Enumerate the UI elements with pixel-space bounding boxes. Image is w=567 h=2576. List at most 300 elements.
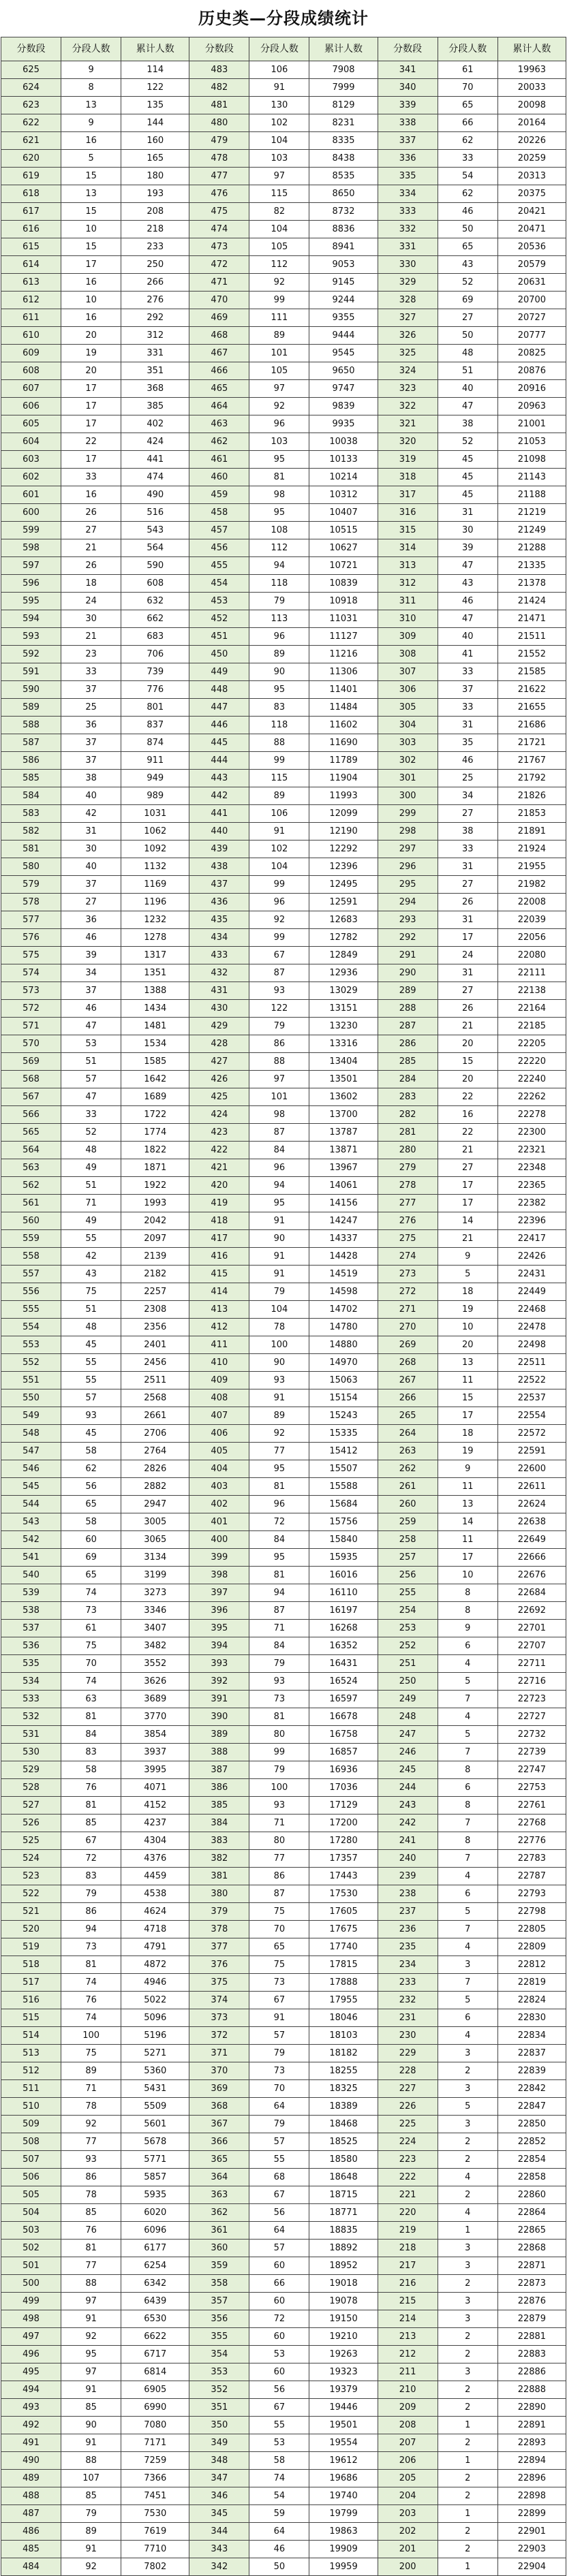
cumulative-cell: 6905: [121, 2381, 189, 2399]
score-cell: 363: [189, 2186, 249, 2204]
cumulative-cell: 3937: [121, 1744, 189, 1761]
score-cell: 605: [1, 415, 61, 433]
table-row: [1, 1708, 566, 1726]
score-cell: 208: [378, 2417, 438, 2434]
count-cell: 81: [249, 469, 309, 486]
score-cell: 278: [378, 1177, 438, 1195]
table-row: [1, 1266, 566, 1283]
cumulative-cell: 22890: [497, 2399, 566, 2417]
score-cell: 497: [1, 2328, 61, 2346]
cumulative-cell: 21924: [497, 841, 566, 858]
cumulative-cell: 17357: [309, 1850, 378, 1868]
cumulative-cell: 20164: [497, 114, 566, 132]
count-cell: 86: [61, 1903, 121, 1921]
count-cell: 58: [249, 2452, 309, 2470]
table-row: [1, 2169, 566, 2186]
count-cell: 42: [61, 1248, 121, 1266]
table-row: [1, 203, 566, 221]
score-cell: 307: [378, 663, 438, 681]
table-row: [1, 1195, 566, 1212]
count-cell: 15: [61, 238, 121, 256]
score-cell: 247: [378, 1726, 438, 1744]
table-row: [1, 522, 566, 539]
count-cell: 23: [61, 646, 121, 663]
score-cell: 249: [378, 1691, 438, 1708]
cumulative-cell: 2511: [121, 1372, 189, 1389]
cumulative-cell: 18715: [309, 2186, 378, 2204]
cumulative-cell: 15507: [309, 1460, 378, 1478]
cumulative-cell: 20471: [497, 221, 566, 238]
score-cell: 203: [378, 2505, 438, 2523]
cumulative-cell: 15063: [309, 1372, 378, 1389]
score-cell: 540: [1, 1567, 61, 1584]
score-cell: 374: [189, 1992, 249, 2009]
cumulative-cell: 5360: [121, 2062, 189, 2080]
count-cell: 97: [249, 1071, 309, 1088]
score-cell: 479: [189, 132, 249, 150]
score-cell: 321: [378, 415, 438, 433]
count-cell: 89: [61, 2062, 121, 2080]
count-cell: 20: [438, 1035, 497, 1053]
score-cell: 431: [189, 982, 249, 1000]
cumulative-cell: 1132: [121, 858, 189, 876]
cumulative-cell: 22858: [497, 2169, 566, 2186]
cumulative-cell: 22185: [497, 1018, 566, 1035]
score-cell: 611: [1, 309, 61, 327]
cumulative-cell: 20963: [497, 398, 566, 415]
count-cell: 91: [61, 2381, 121, 2399]
cumulative-cell: 21288: [497, 539, 566, 557]
cumulative-cell: 2097: [121, 1230, 189, 1248]
score-cell: 257: [378, 1549, 438, 1567]
score-cell: 420: [189, 1177, 249, 1195]
table-row: [1, 1283, 566, 1301]
count-cell: 49: [61, 1212, 121, 1230]
table-row: [1, 398, 566, 415]
count-cell: 16: [61, 132, 121, 150]
cumulative-cell: 1388: [121, 982, 189, 1000]
count-cell: 4: [438, 1938, 497, 1956]
cumulative-cell: 233: [121, 238, 189, 256]
count-cell: 3: [438, 2310, 497, 2328]
cumulative-cell: 22761: [497, 1797, 566, 1815]
count-cell: 45: [438, 451, 497, 469]
cumulative-cell: 13501: [309, 1071, 378, 1088]
score-cell: 352: [189, 2381, 249, 2399]
count-cell: 60: [249, 2257, 309, 2275]
score-cell: 448: [189, 681, 249, 699]
cumulative-cell: 2139: [121, 1248, 189, 1266]
cumulative-cell: 1689: [121, 1088, 189, 1106]
score-cell: 615: [1, 238, 61, 256]
count-cell: 105: [249, 362, 309, 380]
cumulative-cell: 22707: [497, 1637, 566, 1655]
cumulative-cell: 22692: [497, 1602, 566, 1620]
table-row: [1, 876, 566, 894]
table-row: [1, 1407, 566, 1425]
count-cell: 74: [61, 2009, 121, 2027]
cumulative-cell: 17443: [309, 1868, 378, 1885]
cumulative-cell: 10918: [309, 593, 378, 610]
score-cell: 217: [378, 2257, 438, 2275]
score-cell: 534: [1, 1673, 61, 1691]
cumulative-cell: 5601: [121, 2116, 189, 2133]
score-cell: 536: [1, 1637, 61, 1655]
cumulative-cell: 3346: [121, 1602, 189, 1620]
cumulative-cell: 312: [121, 327, 189, 345]
cumulative-cell: 22449: [497, 1283, 566, 1301]
table-row: [1, 504, 566, 522]
cumulative-cell: 6342: [121, 2275, 189, 2293]
cumulative-cell: 20536: [497, 238, 566, 256]
score-cell: 581: [1, 841, 61, 858]
table-row: [1, 1584, 566, 1602]
score-cell: 506: [1, 2169, 61, 2186]
count-cell: 92: [61, 2558, 121, 2576]
score-cell: 471: [189, 274, 249, 292]
cumulative-cell: 144: [121, 114, 189, 132]
count-cell: 4: [438, 2027, 497, 2045]
cumulative-cell: 18892: [309, 2240, 378, 2257]
score-cell: 564: [1, 1142, 61, 1159]
cumulative-cell: 180: [121, 168, 189, 185]
score-cell: 276: [378, 1212, 438, 1230]
table-row: [1, 415, 566, 433]
count-cell: 71: [249, 1815, 309, 1832]
cumulative-cell: 9145: [309, 274, 378, 292]
count-cell: 104: [249, 858, 309, 876]
score-cell: 480: [189, 114, 249, 132]
score-cell: 354: [189, 2346, 249, 2363]
table-row: [1, 787, 566, 805]
score-cell: 603: [1, 451, 61, 469]
table-row: [1, 1035, 566, 1053]
table-row: [1, 1230, 566, 1248]
count-cell: 57: [249, 2027, 309, 2045]
score-cell: 524: [1, 1850, 61, 1868]
score-cell: 600: [1, 504, 61, 522]
count-cell: 97: [249, 168, 309, 185]
score-cell: 245: [378, 1761, 438, 1779]
table-row: [1, 1602, 566, 1620]
cumulative-cell: 8438: [309, 150, 378, 168]
score-cell: 549: [1, 1407, 61, 1425]
count-cell: 93: [61, 2151, 121, 2169]
cumulative-cell: 10627: [309, 539, 378, 557]
cumulative-cell: 1822: [121, 1142, 189, 1159]
count-cell: 47: [438, 557, 497, 575]
score-cell: 200: [378, 2558, 438, 2576]
cumulative-cell: 9935: [309, 415, 378, 433]
cumulative-cell: 292: [121, 309, 189, 327]
score-cell: 575: [1, 947, 61, 964]
count-cell: 58: [61, 1443, 121, 1460]
count-cell: 50: [249, 2558, 309, 2576]
score-cell: 609: [1, 345, 61, 362]
cumulative-cell: 424: [121, 433, 189, 451]
count-cell: 15: [61, 168, 121, 185]
score-cell: 230: [378, 2027, 438, 2045]
count-cell: 16: [61, 486, 121, 504]
cumulative-cell: 22898: [497, 2487, 566, 2505]
score-cell: 367: [189, 2116, 249, 2133]
count-cell: 89: [249, 646, 309, 663]
cumulative-cell: 17280: [309, 1832, 378, 1850]
score-cell: 298: [378, 823, 438, 841]
table-row: [1, 2381, 566, 2399]
cumulative-cell: 13700: [309, 1106, 378, 1124]
score-cell: 558: [1, 1248, 61, 1266]
count-cell: 113: [249, 610, 309, 628]
cumulative-cell: 17955: [309, 1992, 378, 2009]
count-cell: 74: [61, 1584, 121, 1602]
cumulative-cell: 22382: [497, 1195, 566, 1212]
count-cell: 17: [61, 380, 121, 398]
score-cell: 399: [189, 1549, 249, 1567]
score-cell: 323: [378, 380, 438, 398]
table-row: [1, 1124, 566, 1142]
cumulative-cell: 22904: [497, 2558, 566, 2576]
count-cell: 64: [249, 2098, 309, 2116]
count-cell: 77: [249, 1443, 309, 1460]
score-cell: 490: [1, 2452, 61, 2470]
score-cell: 426: [189, 1071, 249, 1088]
table-row: [1, 2116, 566, 2133]
cumulative-cell: 19379: [309, 2381, 378, 2399]
count-cell: 42: [61, 805, 121, 823]
score-cell: 294: [378, 894, 438, 911]
cumulative-cell: 441: [121, 451, 189, 469]
score-cell: 216: [378, 2275, 438, 2293]
cumulative-cell: 5096: [121, 2009, 189, 2027]
count-cell: 27: [438, 805, 497, 823]
count-cell: 76: [61, 1992, 121, 2009]
cumulative-cell: 2356: [121, 1319, 189, 1336]
score-cell: 567: [1, 1088, 61, 1106]
cumulative-cell: 3273: [121, 1584, 189, 1602]
score-cell: 231: [378, 2009, 438, 2027]
count-cell: 5: [61, 150, 121, 168]
score-cell: 379: [189, 1903, 249, 1921]
score-cell: 489: [1, 2470, 61, 2487]
count-cell: 55: [61, 1230, 121, 1248]
count-cell: 89: [61, 2523, 121, 2541]
table-row: [1, 274, 566, 292]
count-cell: 91: [249, 1248, 309, 1266]
count-cell: 94: [249, 1584, 309, 1602]
table-row: [1, 539, 566, 557]
cumulative-cell: 474: [121, 469, 189, 486]
score-cell: 498: [1, 2310, 61, 2328]
table-row: [1, 1000, 566, 1018]
count-cell: 8: [438, 1602, 497, 1620]
score-cell: 432: [189, 964, 249, 982]
cumulative-cell: 2308: [121, 1301, 189, 1319]
score-cell: 561: [1, 1195, 61, 1212]
cumulative-cell: 874: [121, 734, 189, 752]
cumulative-cell: 3995: [121, 1761, 189, 1779]
count-cell: 7: [438, 1921, 497, 1938]
score-cell: 477: [189, 168, 249, 185]
table-row: [1, 2558, 566, 2576]
score-cell: 486: [1, 2523, 61, 2541]
count-cell: 33: [61, 1106, 121, 1124]
count-cell: 130: [249, 97, 309, 114]
table-row: [1, 681, 566, 699]
score-cell: 417: [189, 1230, 249, 1248]
cumulative-cell: 22873: [497, 2275, 566, 2293]
score-cell: 232: [378, 1992, 438, 2009]
count-cell: 9: [438, 1620, 497, 1637]
score-cell: 597: [1, 557, 61, 575]
cumulative-cell: 22852: [497, 2133, 566, 2151]
score-cell: 592: [1, 646, 61, 663]
count-cell: 40: [61, 787, 121, 805]
cumulative-cell: 22348: [497, 1159, 566, 1177]
count-cell: 106: [249, 61, 309, 79]
score-cell: 391: [189, 1691, 249, 1708]
cumulative-cell: 276: [121, 292, 189, 309]
score-cell: 240: [378, 1850, 438, 1868]
count-cell: 10: [438, 1567, 497, 1584]
score-cell: 616: [1, 221, 61, 238]
table-row: [1, 1301, 566, 1319]
score-cell: 604: [1, 433, 61, 451]
cumulative-cell: 22776: [497, 1832, 566, 1850]
cumulative-cell: 21424: [497, 593, 566, 610]
cumulative-cell: 22903: [497, 2541, 566, 2558]
count-cell: 65: [249, 1938, 309, 1956]
cumulative-cell: 4376: [121, 1850, 189, 1868]
cumulative-cell: 8732: [309, 203, 378, 221]
cumulative-cell: 662: [121, 610, 189, 628]
cumulative-cell: 22723: [497, 1691, 566, 1708]
table-row: [1, 380, 566, 398]
score-cell: 297: [378, 841, 438, 858]
count-cell: 46: [61, 929, 121, 947]
score-cell: 345: [189, 2505, 249, 2523]
count-cell: 105: [249, 238, 309, 256]
score-cell: 204: [378, 2487, 438, 2505]
cumulative-cell: 1642: [121, 1071, 189, 1088]
score-cell: 328: [378, 292, 438, 309]
count-cell: 17: [438, 929, 497, 947]
score-cell: 539: [1, 1584, 61, 1602]
table-row: [1, 1620, 566, 1637]
score-cell: 434: [189, 929, 249, 947]
cumulative-cell: 17675: [309, 1921, 378, 1938]
score-cell: 579: [1, 876, 61, 894]
score-cell: 243: [378, 1797, 438, 1815]
table-row: [1, 1425, 566, 1443]
score-cell: 580: [1, 858, 61, 876]
cumulative-cell: 4624: [121, 1903, 189, 1921]
table-row: [1, 256, 566, 274]
count-cell: 6: [438, 1779, 497, 1797]
count-cell: 87: [249, 1602, 309, 1620]
table-row: [1, 894, 566, 911]
score-cell: 306: [378, 681, 438, 699]
cumulative-cell: 6990: [121, 2399, 189, 2417]
count-cell: 82: [249, 203, 309, 221]
score-cell: 219: [378, 2222, 438, 2240]
cumulative-cell: 18103: [309, 2027, 378, 2045]
cumulative-cell: 1232: [121, 911, 189, 929]
count-cell: 95: [249, 1195, 309, 1212]
cumulative-cell: 1722: [121, 1106, 189, 1124]
score-cell: 590: [1, 681, 61, 699]
score-cell: 359: [189, 2257, 249, 2275]
table-row: [1, 1106, 566, 1124]
cumulative-cell: 9839: [309, 398, 378, 415]
count-cell: 67: [249, 2186, 309, 2204]
table-row: [1, 2452, 566, 2470]
score-cell: 270: [378, 1319, 438, 1336]
score-cell: 623: [1, 97, 61, 114]
cumulative-cell: 1871: [121, 1159, 189, 1177]
cumulative-cell: 22611: [497, 1478, 566, 1496]
cumulative-cell: 19863: [309, 2523, 378, 2541]
score-cell: 496: [1, 2346, 61, 2363]
score-cell: 246: [378, 1744, 438, 1761]
table-row: [1, 292, 566, 309]
score-cell: 550: [1, 1389, 61, 1407]
count-cell: 103: [249, 433, 309, 451]
count-cell: 45: [438, 469, 497, 486]
count-cell: 83: [249, 699, 309, 717]
cumulative-cell: 10312: [309, 486, 378, 504]
cumulative-cell: 12292: [309, 841, 378, 858]
table-row: [1, 2399, 566, 2417]
score-cell: 437: [189, 876, 249, 894]
cumulative-cell: 13029: [309, 982, 378, 1000]
cumulative-cell: 19963: [497, 61, 566, 79]
score-cell: 401: [189, 1513, 249, 1531]
cumulative-cell: 6096: [121, 2222, 189, 2240]
cumulative-cell: 208: [121, 203, 189, 221]
score-cell: 218: [378, 2240, 438, 2257]
cumulative-cell: 19210: [309, 2328, 378, 2346]
cumulative-cell: 21853: [497, 805, 566, 823]
count-cell: 5: [438, 1992, 497, 2009]
score-cell: 476: [189, 185, 249, 203]
cumulative-cell: 22888: [497, 2381, 566, 2399]
cumulative-cell: 19799: [309, 2505, 378, 2523]
count-cell: 9: [61, 114, 121, 132]
count-cell: 62: [61, 1460, 121, 1478]
score-cell: 315: [378, 522, 438, 539]
count-cell: 55: [249, 2151, 309, 2169]
cumulative-cell: 12683: [309, 911, 378, 929]
score-cell: 445: [189, 734, 249, 752]
count-cell: 88: [61, 2275, 121, 2293]
count-cell: 101: [249, 345, 309, 362]
score-cell: 222: [378, 2169, 438, 2186]
score-cell: 459: [189, 486, 249, 504]
count-cell: 96: [249, 1496, 309, 1513]
score-cell: 430: [189, 1000, 249, 1018]
count-cell: 6: [438, 2009, 497, 2027]
cumulative-cell: 22554: [497, 1407, 566, 1425]
count-cell: 24: [61, 593, 121, 610]
cumulative-cell: 15412: [309, 1443, 378, 1460]
table-row: [1, 185, 566, 203]
count-cell: 94: [249, 557, 309, 575]
count-cell: 93: [249, 982, 309, 1000]
score-cell: 369: [189, 2080, 249, 2098]
score-cell: 266: [378, 1389, 438, 1407]
count-cell: 53: [249, 2346, 309, 2363]
